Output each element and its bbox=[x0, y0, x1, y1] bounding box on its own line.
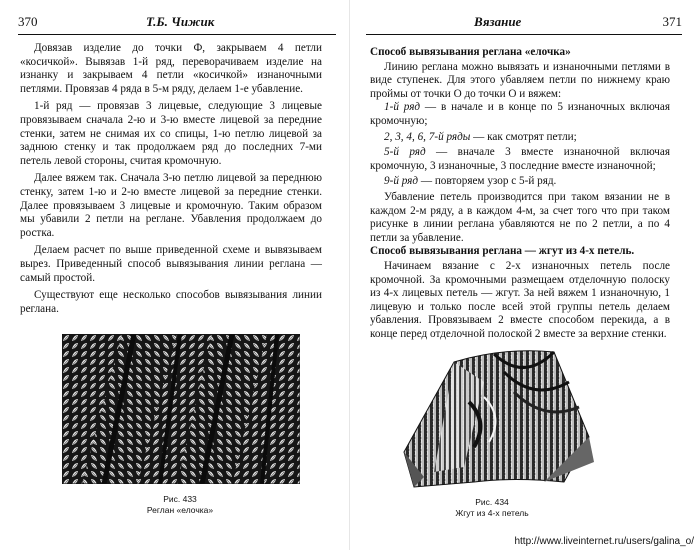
right-body-text bbox=[370, 46, 670, 345]
row-label: 1-й ряд bbox=[384, 101, 421, 114]
left-paragraph: 1-й ряд — провязав 3 лицевые, следующие 3 лицевые провязываем сначала 2-ю и 3-ю вместе лицевой за передние стенки, затем не снимая их со спицы, 1-ю петлю лицевой за заднюю стенку и так продолжаем ряд до последних 7-ми петель левой стороны, считая кромочную. bbox=[20, 100, 322, 167]
row-text: — как смотрят петли; bbox=[470, 130, 577, 143]
row-instruction bbox=[370, 146, 670, 173]
left-paragraph: Делаем расчет по выше приведенной схеме и вывязываем вырез. Приведенный способ вывязывания линии реглана — самый простой. bbox=[20, 244, 322, 284]
section-heading-zhgut: Способ вывязывания реглана — жгут из 4-х петель. bbox=[370, 245, 635, 258]
left-paragraph: Далее вяжем так. Сначала 3-ю петлю лицевой за переднюю стенку, затем 1-ю и 2-ю вместе лицевой за передние стенки. Далее провязываем 3 лицевые и кромочную. Таким образом мы убавили 2 петли на реглане. Убавления продолжаем до ростка. bbox=[20, 172, 322, 239]
figure-433-title: Реглан «елочка» bbox=[146, 505, 214, 515]
figure-433-number: Рис. 433 bbox=[163, 494, 197, 504]
row-label: 9-й ряд bbox=[384, 175, 419, 188]
row-text: — вначале 3 вместе изнаночной включая кромочную, 3 изнаночные, 3 последние вместе изнаночной; bbox=[370, 146, 670, 172]
row-text: — повторяем узор с 5-й ряд. bbox=[418, 175, 557, 188]
figure-434-number: Рис. 434 bbox=[475, 497, 509, 507]
section-text-zhgut: Начинаем вязание с 2-х изнаночных петель после кромочной. За кромочными размещаем отделочную полоску из 4-х лицевых петель — жгут. За ней вяжем 1 изнаночную, 1 лицевую и только после всей этой группы петель делаем убавления. Провязываем 2 вместе способом перекида, а в конце перед отделочной полоской 2 вместе за верхние стенки. bbox=[370, 259, 670, 340]
section-intro: Линию реглана можно вывязать и изнаночными петлями в виде ступенек. Для этого убавляем петли по нижнему краю проймы от точки О до точки О и вяжем: bbox=[370, 60, 670, 100]
left-paragraph: Существуют еще несколько способов вывязывания линии реглана. bbox=[20, 289, 322, 315]
left-paragraph: Довязав изделие до точки Ф, закрываем 4 петли «косичкой». Вывязав 1-й ряд, переворачиваем изделие на изнанку и закрываем 4 петли «косичкой» изнаночными петлями. Провязав 4 ряда в 5-м ряду, делаем 1-е убавление. bbox=[20, 42, 322, 95]
right-running-head: Вязание bbox=[474, 14, 522, 29]
figure-433-caption bbox=[110, 494, 250, 516]
left-page-header bbox=[18, 12, 336, 35]
source-watermark-url: http://www.liveinternet.ru/users/galina_o/ bbox=[514, 536, 694, 547]
left-body-text bbox=[20, 42, 322, 320]
figure-434-title: Жгут из 4-х петель bbox=[455, 508, 529, 518]
left-running-head: Т.Б. Чижик bbox=[146, 14, 215, 29]
right-page-header bbox=[366, 12, 682, 35]
left-page-number: 370 bbox=[18, 14, 38, 29]
row-label: 5-й ряд bbox=[384, 146, 426, 159]
right-page bbox=[350, 0, 700, 550]
row-text: — в начале и в конце по 5 изнаночных включая кромочную; bbox=[370, 101, 670, 127]
row-label: 2, 3, 4, 6, 7-й ряды bbox=[384, 130, 471, 143]
figure-433-knit-photo bbox=[62, 334, 300, 484]
figure-434-knit-photo bbox=[394, 342, 594, 492]
row-instruction bbox=[370, 101, 670, 128]
row-instruction bbox=[370, 131, 670, 145]
right-page-number: 371 bbox=[662, 14, 682, 29]
row-instruction bbox=[370, 175, 670, 189]
section-heading-elochka: Способ вывязывания реглана «елочка» bbox=[370, 46, 571, 58]
section-outro: Убавление петель производится при таком вязании не в каждом 2-м ряду, а в каждом 4-м, за счет того что при таком рисунке в линии реглана убавляются не по 2 петли, а по 4 петли за убавление. bbox=[370, 190, 670, 244]
figure-434-caption bbox=[432, 497, 552, 519]
